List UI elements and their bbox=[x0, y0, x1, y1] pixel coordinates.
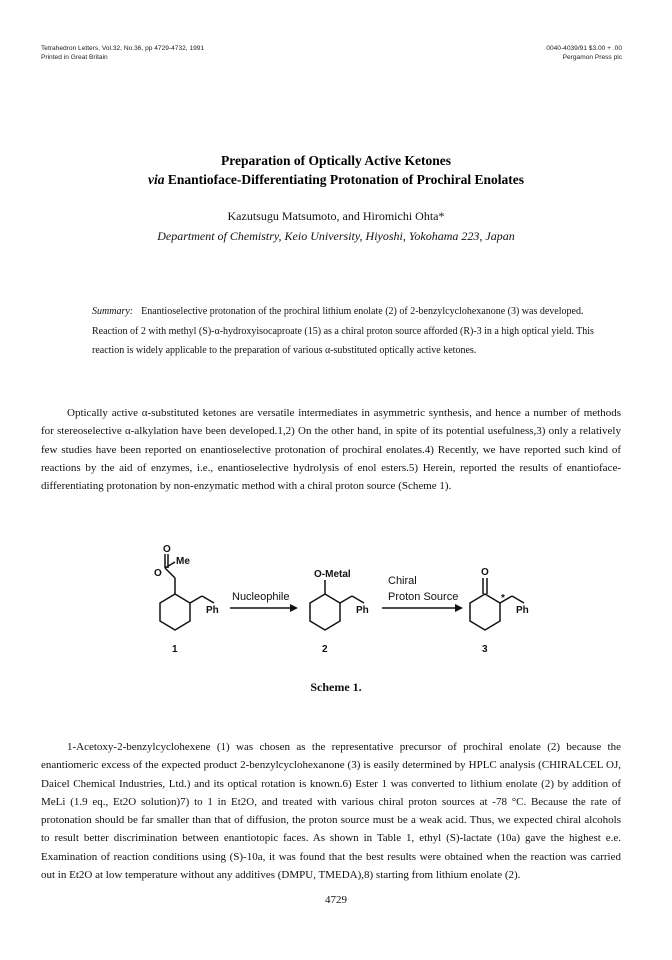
c1-carbonyl-o-label: O bbox=[163, 544, 171, 555]
paragraph-results bbox=[41, 738, 621, 884]
c2-ph-label: Ph bbox=[356, 605, 369, 616]
printed-in: Printed in Great Britain bbox=[41, 54, 108, 61]
title-via: via bbox=[147, 172, 165, 187]
c1-me-label: Me bbox=[176, 556, 190, 567]
c1-carbonyl-c bbox=[165, 568, 175, 578]
c1-ph-label: Ph bbox=[206, 605, 219, 616]
page-number: 4729 bbox=[325, 894, 347, 906]
c1-ring bbox=[160, 594, 190, 630]
c1-benzyl bbox=[190, 596, 202, 603]
c3-number: 3 bbox=[482, 644, 488, 655]
c2-ring bbox=[310, 594, 340, 630]
c3-ph-label: Ph bbox=[516, 605, 529, 616]
authors: Kazutsugu Matsumoto, and Hiromichi Ohta* bbox=[227, 209, 445, 223]
c3-benzyl2 bbox=[512, 596, 524, 603]
affiliation: Department of Chemistry, Keio University, Hiyoshi, Yokohama 223, Japan bbox=[157, 229, 515, 243]
publisher: Pergamon Press plc bbox=[562, 54, 622, 61]
c1-ester-o-label: O bbox=[154, 568, 162, 579]
scheme-1 bbox=[120, 540, 540, 675]
arrow2-label1: Chiral bbox=[388, 575, 417, 587]
c2-benzyl bbox=[340, 596, 352, 603]
scheme-drawing bbox=[120, 540, 540, 675]
c1-benzyl2 bbox=[202, 596, 214, 603]
c2-ometal-label: O-Metal bbox=[314, 569, 351, 580]
title-line2-rest: Enantioface-Differentiating Protonation of Prochiral Enolates bbox=[164, 172, 525, 187]
arrow2-label2: Proton Source bbox=[388, 591, 459, 603]
journal-header-left bbox=[41, 44, 204, 62]
article-title-line1: Preparation of Optically Active Ketones bbox=[221, 153, 451, 168]
scheme-caption: Scheme 1. bbox=[310, 680, 362, 694]
paragraph-intro bbox=[41, 404, 621, 495]
c3-carbonyl-o-label: O bbox=[481, 567, 489, 578]
c2-benzyl2 bbox=[352, 596, 364, 603]
c3-stereo-star: * bbox=[501, 593, 505, 604]
article-title-line2 bbox=[0, 172, 672, 188]
c2-number: 2 bbox=[322, 644, 328, 655]
summary-text: Enantioselective protonation of the prochiral lithium enolate (2) of 2-benzylcyclohexanone (3) was developed. Reaction of 2 with methyl (S)-α-hydroxyisocaproate (15) as a chiral proton source afforded (R)-3 in a high optical yield. This reaction is widely applicable to the preparation of various α-substituted optically active ketones. bbox=[92, 306, 594, 356]
summary-label: Summary: bbox=[92, 306, 134, 317]
arrow2-head bbox=[455, 604, 463, 612]
arrow1-head bbox=[290, 604, 298, 612]
summary bbox=[92, 302, 612, 361]
issn-price: 0040-4039/91 $3.00 + .00 bbox=[546, 45, 622, 52]
paragraph-intro-text: Optically active α-substituted ketones are versatile intermediates in asymmetric synthesis, and hence a number of methods for stereoselective α-alkylation have been developed.1,2) On the other hand, in spite of its potential usefulness,3) only a relatively few studies have been reported on enantioselective protonation of prochiral enolates.4) Recently, we have reported such kind of reactions by the aid of enzymes, i.e., enantioselective hydrolysis of enol esters.5) Herein, reported the results of enantioface-differentiating protonation by non-enzymatic method with a chiral proton source (Scheme 1). bbox=[41, 407, 621, 493]
journal-citation: Tetrahedron Letters, Vol.32, No.36, pp 4729-4732, 1991 bbox=[41, 45, 205, 52]
journal-header-right bbox=[546, 44, 622, 62]
c1-number: 1 bbox=[172, 644, 178, 655]
c1-me-bond bbox=[165, 562, 175, 568]
paragraph-results-text: 1-Acetoxy-2-benzylcyclohexene (1) was chosen as the representative precursor of prochiral enolate (2) because the enantiomeric excess of the expected product 2-benzylcyclohexanone (3) is easily determined by HPLC analysis (CHIRALCEL OJ, Daicel Chemical Industries, Ltd.) and its optical rotation is known.6) Ester 1 was converted to lithium enolate (2) by addition of MeLi (1.9 eq., Et2O solution)7) to 1 in Et2O, and treated with various chiral proton sources at -78 °C. Because the rate of protonation should be far smaller than that of diffusion, the proton source must be a weak acid. Thus, we expected chiral alcohols to result better discrimination between enantiotopic faces. As shown in Table 1, ethyl (S)-lactate (10a) gave the highest e.e. Examination of reaction conditions using (S)-10a, it was found that the best results were obtained when the reaction was carried out in Et2O at low temperature without any additives (DMPU, TMEDA),8) starting from lithium enolate (2). bbox=[41, 741, 621, 882]
arrow1-label: Nucleophile bbox=[232, 591, 290, 603]
c3-ring bbox=[470, 594, 500, 630]
